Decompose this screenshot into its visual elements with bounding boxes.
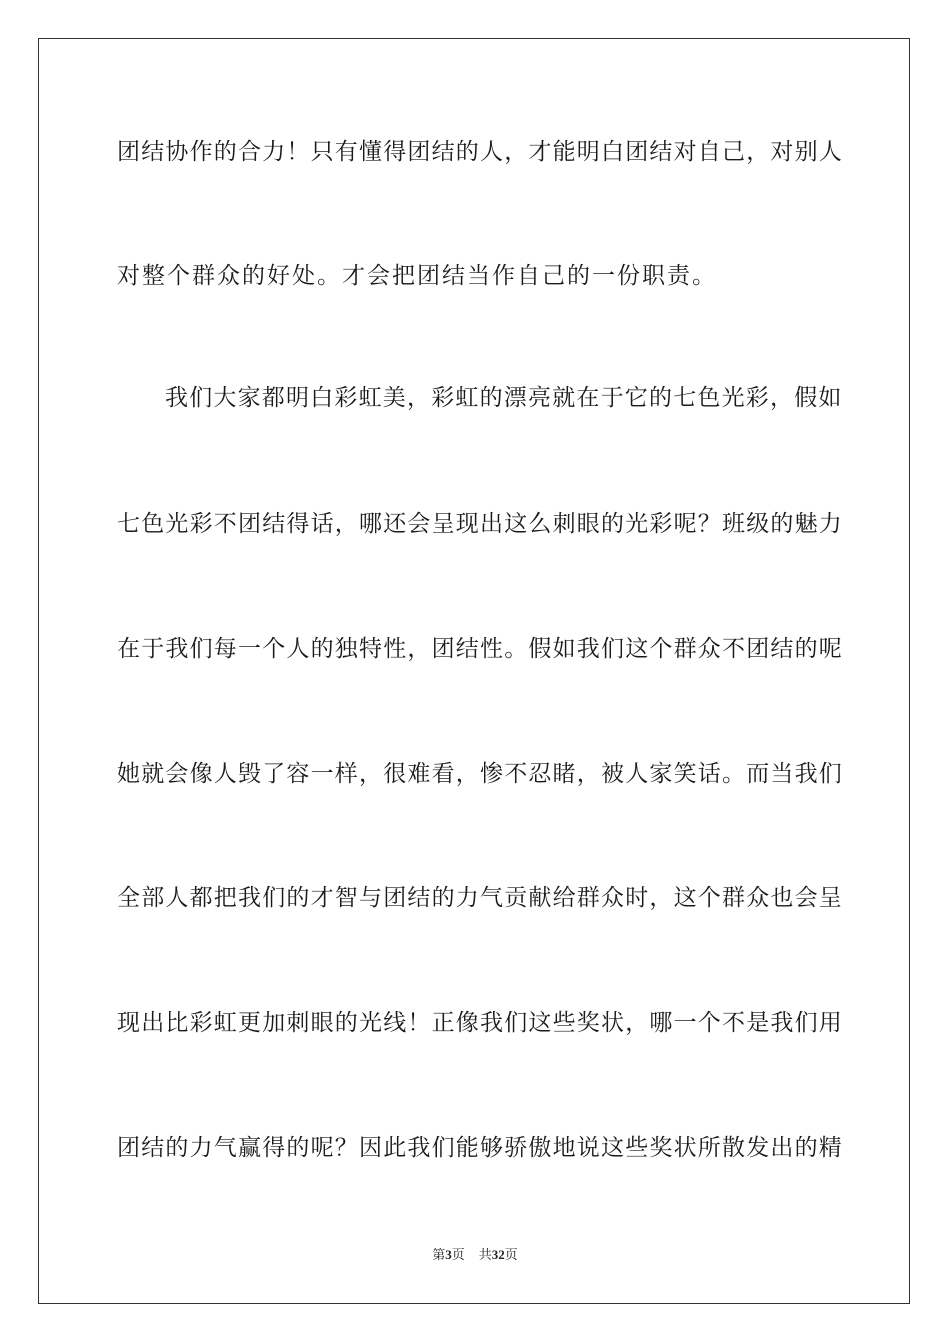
page-border <box>38 38 910 1304</box>
current-page-number: 3 <box>445 1247 452 1262</box>
text-line-2: 对整个群众的好处。才会把团结当作自己的一份职责。 <box>117 263 717 289</box>
text-line-1: 团结协作的合力！只有懂得团结的人，才能明白团结对自己，对别人 <box>117 139 843 165</box>
text-line-5: 在于我们每一个人的独特性，团结性。假如我们这个群众不团结的呢 <box>117 636 843 662</box>
total-label-suffix: 页 <box>504 1247 518 1262</box>
text-line-6: 她就会像人毁了容一样，很难看，惨不忍睹，被人家笑话。而当我们 <box>117 761 843 787</box>
text-line-3-paragraph-start: 我们大家都明白彩虹美，彩虹的漂亮就在于它的七色光彩，假如 <box>165 385 843 411</box>
text-line-9: 团结的力气赢得的呢？因此我们能够骄傲地说这些奖状所散发出的精 <box>117 1135 843 1161</box>
text-line-7: 全部人都把我们的才智与团结的力气贡献给群众时，这个群众也会呈 <box>117 885 843 911</box>
total-page-number: 32 <box>491 1247 505 1262</box>
text-line-8: 现出比彩虹更加刺眼的光线！正像我们这些奖状，哪一个不是我们用 <box>117 1010 843 1036</box>
text-line-4: 七色光彩不团结得话，哪还会呈现出这么刺眼的光彩呢？班级的魅力 <box>117 511 843 537</box>
page-label-suffix: 页 <box>451 1247 465 1262</box>
page-label-prefix: 第 <box>432 1247 446 1262</box>
page-footer <box>0 1246 950 1264</box>
total-label-prefix: 共 <box>478 1247 492 1262</box>
